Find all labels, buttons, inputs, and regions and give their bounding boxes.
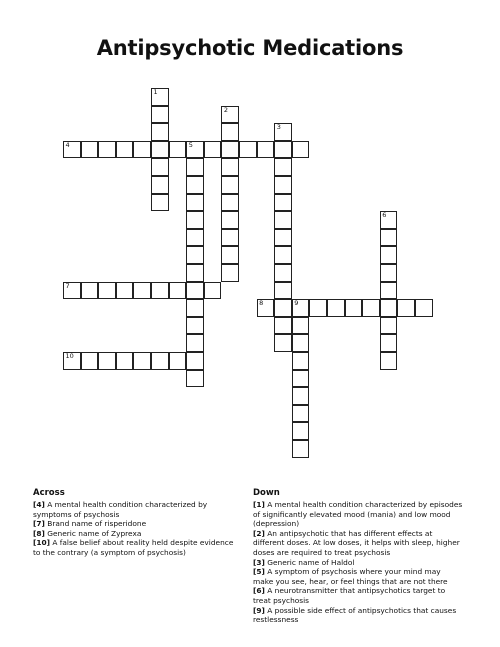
clue-number-label: [1]	[253, 500, 265, 509]
grid-cell[interactable]	[116, 141, 134, 159]
grid-cell[interactable]	[221, 141, 239, 159]
grid-cell[interactable]	[274, 229, 292, 247]
grid-cell[interactable]	[186, 299, 204, 317]
clue-number-label: [4]	[33, 500, 45, 509]
clue-number: 2	[223, 105, 229, 114]
clue-number: 5	[188, 140, 193, 149]
grid-cell[interactable]	[274, 158, 292, 176]
grid-cell[interactable]	[169, 282, 187, 300]
clue-item	[253, 500, 463, 529]
grid-cell[interactable]	[151, 158, 169, 176]
grid-cell[interactable]	[415, 299, 433, 317]
grid-cell[interactable]	[81, 352, 99, 370]
clue-text: Brand name of risperidone	[44, 519, 147, 529]
grid-cell[interactable]	[186, 370, 204, 388]
grid-cell[interactable]	[309, 299, 327, 317]
grid-cell[interactable]	[186, 211, 204, 229]
grid-cell[interactable]	[221, 229, 239, 247]
grid-cell[interactable]	[204, 141, 222, 159]
across-clues	[33, 488, 243, 558]
grid-cell[interactable]	[292, 422, 310, 440]
clue-item	[33, 529, 243, 539]
grid-cell[interactable]	[292, 387, 310, 405]
grid-cell[interactable]	[380, 334, 398, 352]
clue-text: Generic name of Haldol	[264, 557, 355, 567]
clue-item	[253, 558, 463, 568]
clue-number: 4	[65, 140, 70, 149]
grid-cell[interactable]	[186, 194, 204, 212]
grid-cell[interactable]	[186, 176, 204, 194]
clue-item	[253, 567, 463, 586]
grid-cell[interactable]	[221, 123, 239, 141]
clue-item	[33, 519, 243, 529]
grid-cell[interactable]	[274, 211, 292, 229]
clue-number-label: [9]	[253, 605, 265, 615]
grid-cell[interactable]	[133, 141, 151, 159]
grid-cell[interactable]	[116, 282, 134, 300]
clue-item	[253, 606, 463, 625]
grid-cell[interactable]	[274, 264, 292, 282]
grid-cell[interactable]	[327, 299, 345, 317]
grid-cell[interactable]	[380, 352, 398, 370]
grid-cell[interactable]	[274, 334, 292, 352]
grid-cell[interactable]	[98, 141, 116, 159]
grid-cell[interactable]	[186, 334, 204, 352]
grid-cell[interactable]	[274, 299, 292, 317]
clue-number: 7	[65, 281, 70, 290]
clue-number: 6	[382, 211, 387, 220]
grid-cell[interactable]	[151, 141, 169, 159]
grid-cell[interactable]	[151, 123, 169, 141]
grid-cell[interactable]	[292, 299, 310, 317]
clue-text: A mental health condition characterized by episodes of significantly elevated mood (mania) and low mood (depression)	[253, 500, 463, 529]
grid-cell[interactable]	[292, 141, 310, 159]
grid-cell[interactable]	[292, 405, 310, 423]
grid-cell[interactable]	[186, 282, 204, 300]
grid-cell[interactable]	[151, 282, 169, 300]
clue-number: 3	[276, 123, 281, 132]
grid-cell[interactable]	[292, 370, 310, 388]
grid-cell[interactable]	[186, 352, 204, 370]
grid-cell[interactable]	[186, 246, 204, 264]
grid-cell[interactable]	[63, 282, 81, 300]
grid-cell[interactable]	[186, 158, 204, 176]
clue-number-label: [5]	[253, 567, 265, 577]
grid-cell[interactable]	[257, 299, 275, 317]
grid-cell[interactable]	[186, 229, 204, 247]
grid-cell[interactable]	[169, 352, 187, 370]
clue-text: A neurotransmitter that antipsychotics target to treat psychosis	[253, 586, 446, 605]
grid-cell[interactable]	[151, 106, 169, 124]
grid-cell[interactable]	[292, 440, 310, 458]
grid-cell[interactable]	[380, 246, 398, 264]
grid-cell[interactable]	[274, 176, 292, 194]
across-heading: Across	[33, 488, 65, 498]
grid-cell[interactable]	[151, 176, 169, 194]
grid-cell[interactable]	[133, 282, 151, 300]
grid-cell[interactable]	[81, 141, 99, 159]
clue-number-label: [2]	[253, 528, 265, 538]
grid-cell[interactable]	[345, 299, 363, 317]
grid-cell[interactable]	[204, 282, 222, 300]
clue-text: A symptom of psychosis where your mind may make you see, hear, or feel things that are not there	[253, 567, 448, 586]
clue-number: 10	[65, 352, 74, 360]
grid-cell[interactable]	[221, 211, 239, 229]
clue-item	[253, 529, 463, 558]
clue-number-label: [3]	[253, 557, 265, 567]
grid-cell[interactable]	[221, 246, 239, 264]
clue-item	[33, 538, 243, 557]
grid-cell[interactable]	[380, 229, 398, 247]
clue-text: A mental health condition characterized by symptoms of psychosis	[33, 500, 208, 519]
grid-cell[interactable]	[397, 299, 415, 317]
grid-cell[interactable]	[380, 211, 398, 229]
grid-cell[interactable]	[98, 352, 116, 370]
grid-cell[interactable]	[63, 352, 81, 370]
grid-cell[interactable]	[274, 123, 292, 141]
clue-number: 9	[294, 299, 299, 308]
clue-item	[253, 586, 463, 605]
grid-cell[interactable]	[221, 158, 239, 176]
grid-cell[interactable]	[221, 106, 239, 124]
grid-cell[interactable]	[81, 282, 99, 300]
clue-number: 1	[153, 88, 158, 96]
grid-cell[interactable]	[274, 282, 292, 300]
grid-cell[interactable]	[239, 141, 257, 159]
clue-number: 8	[259, 299, 264, 308]
grid-cell[interactable]	[151, 194, 169, 212]
grid-cell[interactable]	[292, 352, 310, 370]
clue-text: A possible side effect of antipsychotics that causes restlessness	[253, 605, 457, 625]
grid-cell[interactable]	[98, 282, 116, 300]
grid-cell[interactable]	[186, 317, 204, 335]
grid-cell[interactable]	[116, 352, 134, 370]
grid-cell[interactable]	[133, 352, 151, 370]
clue-text: A false belief about reality held despite evidence to the contrary (a symptom of psychosis)	[33, 538, 234, 557]
grid-cell[interactable]	[274, 194, 292, 212]
clue-number-label: [10]	[33, 538, 51, 548]
grid-cell[interactable]	[380, 264, 398, 282]
clue-text: Generic name of Zyprexa	[44, 528, 142, 538]
grid-cell[interactable]	[186, 141, 204, 159]
grid-cell[interactable]	[257, 141, 275, 159]
clue-number-label: [8]	[33, 528, 45, 538]
grid-cell[interactable]	[274, 317, 292, 335]
grid-cell[interactable]	[274, 246, 292, 264]
clue-number-label: [6]	[253, 586, 265, 596]
clue-number-label: [7]	[33, 519, 45, 529]
grid-cell[interactable]	[169, 141, 187, 159]
grid-cell[interactable]	[221, 176, 239, 194]
clue-item	[33, 500, 243, 519]
down-clues	[253, 488, 463, 625]
page-title: Antipsychotic Medications	[96, 36, 404, 60]
grid-cell[interactable]	[292, 334, 310, 352]
clue-text: An antipsychotic that has different effects at different doses. At low doses, it helps with sleep, higher doses are required to treat psychosis	[253, 528, 460, 557]
grid-cell[interactable]	[221, 194, 239, 212]
grid-cell[interactable]	[292, 317, 310, 335]
grid-cell[interactable]	[151, 352, 169, 370]
grid-cell[interactable]	[380, 282, 398, 300]
down-heading: Down	[253, 488, 280, 498]
grid-cell[interactable]	[362, 299, 380, 317]
grid-cell[interactable]	[186, 264, 204, 282]
grid-cell[interactable]	[380, 299, 398, 317]
grid-cell[interactable]	[274, 141, 292, 159]
grid-cell[interactable]	[151, 88, 169, 106]
grid-cell[interactable]	[221, 264, 239, 282]
grid-cell[interactable]	[380, 317, 398, 335]
grid-cell[interactable]	[63, 141, 81, 159]
